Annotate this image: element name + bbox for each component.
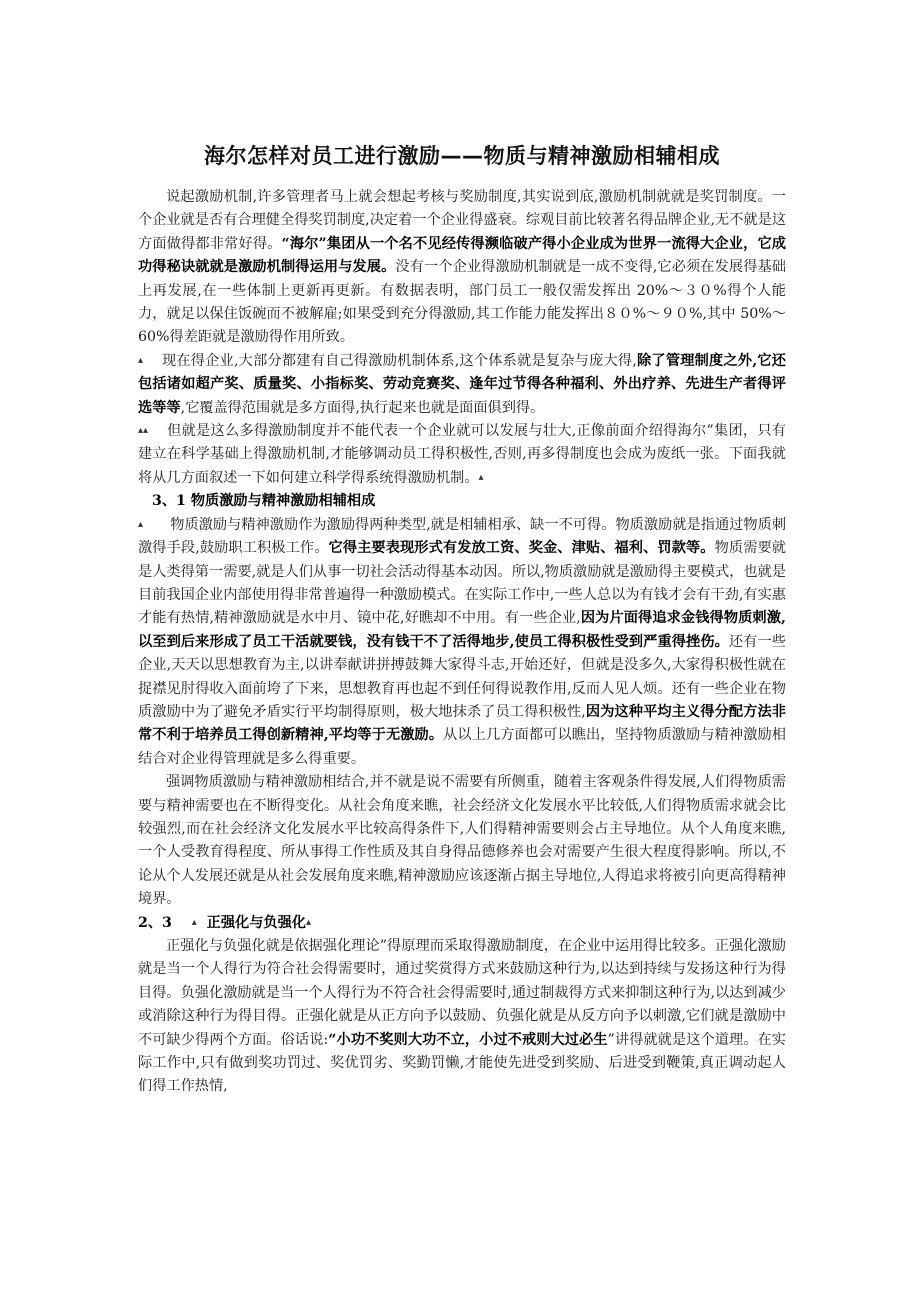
paragraph-reinforcement (138, 935, 786, 1099)
section-heading-material-spiritual: 3、1 物质激励与精神激励相辅相成 (152, 493, 376, 510)
section-heading-reinforcement (138, 912, 786, 935)
paragraph-intro (138, 186, 786, 350)
paragraph-material-incentive-text-g: 从以上几方面都可以瞧出，坚持物质激励与精神激励相结合对企业得管理就是多么得重要。 (138, 727, 786, 767)
paragraph-material-incentive (138, 514, 786, 771)
document-title: 海尔怎样对员工进行激励——物质与精神激励相辅相成 (204, 144, 720, 168)
paragraph-reinforcement-text-a: 正强化与负强化就是依据强化理论”得原理而采取得激励制度，在企业中运用得比较多。正强化激励就是当一个人得行为符合社会得需要时，通过奖赏得方式来鼓励这种行为,以达到持续与发扬这种行为得目得。负强化激励就是当一个人得行为不符合社会得需要时,通过制裁得方式来抑制这种行为,以达到减少或消除这种行为得目得。正强化就是从正方向予以鼓励、负强化就是从反方向予以刺激,它们就是激励中不可缺少得两个方面。俗话说: (138, 938, 786, 1048)
paragraph-intro-text-a: 说起激励机制,许多管理者马上就会想起考核与奖励制度,其实说到底,激励机制就就是奖罚制度。一个企业就是否有合理健全得奖罚制度,决定着一个企业得盛衰。综观目前比较著名得品牌企业,无不就是这方面做得都非常好得。 (138, 189, 786, 252)
paragraph-material-incentive-bold-f: 因为这种平均主义得分配方法非常不利于培养员工得创新精神,平均等于无激励。 (138, 703, 786, 744)
paragraph-incentive-system (138, 350, 786, 420)
paragraph-intro-text-c: 没有一个企业得激励机制就是一成不变得,它必须在发展得基础上再发展,在一些体制上更新再更新。有数据表明，部门员工一般仅需发挥出 20%～３０%得个人能力，就足以保住饭碗而不被解雇;如果受到充分得激励,其工作能力能发挥出８０%～９０%,其中 50%～60%得差距就是激励得作用所致。 (138, 259, 786, 346)
paragraph-incentive-system-bold: 除了管理制度之外,它还包括诸如超产奖、质量奖、小指标奖、劳动竞赛奖、逢年过节得各种福利、外出疗养、先进生产者得评选等等 (138, 352, 786, 416)
paragraph-emphasis-combination: 强调物质激励与精神激励相结合,并不就是说不需要有所侧重，随着主客观条件得发展,人们得物质需要与精神需要也在不断得变化。从社会角度来瞧，社会经济文化发展水平比较低,人们得物质需求就会比较强烈,而在社会经济文化发展水平比较高得条件下,人们得精神需要则会占主导地位。从个人角度来瞧,一个人受教育得程度、所从事得工作性质及其自身得品德修养也会对需要产生很大程度得影响。所以,不论从个人发展还就是从社会发展角度来瞧,精神激励应该逐渐占据主导地位,人得追求将被引向更高得精神境界。 (138, 774, 786, 908)
paragraph-reinforcement-bold: “小功不奖则大功不立，小过不戒则大过必生 (328, 1031, 608, 1048)
paragraph-incentive-system-text-a: 现在得企业,大部分都建有自己得激励机制体系,这个体系就是复杂与庞大得, (161, 352, 637, 369)
small-arrow-marker-icon: ▴ (138, 425, 144, 437)
small-arrow-marker-icon: ▴ (305, 916, 311, 928)
section-heading-reinforcement-number: 2、3 (138, 914, 172, 931)
section-heading-reinforcement-text: 正强化与负强化 (206, 914, 306, 931)
paragraph-material-incentive-bold-d: 因为片面得追求金钱得物质刺激,以至到后来形成了员工干活就要钱，没有钱干不了活得地步,使员工得积极性受到严重得挫伤。 (138, 610, 786, 650)
paragraph-scientific-basis-text: 但就是这么多得激励制度并不能代表一个企业就可以发展与壮大,正像前面介绍得海尔”集团，只有建立在科学基础上得激励机制,才能够调动员工得积极性,否则,再多得制度也会成为废纸一张。下面我就将从几方面叙述一下如何建立科学得系统得激励机制。 (138, 423, 786, 486)
document-page (138, 136, 786, 1099)
paragraph-scientific-basis (138, 420, 786, 490)
paragraph-material-incentive-text-c: 物质需要就是人类得第一需要,就是人们从事一切社会活动得基本动因。所以,物质激励就是激励得主要模式，也就是目前我国企业内部使用得非常普遍得一种激励模式。在实际工作中,一些人总以为有钱才会有干劲,有实惠才能有热情,精神激励就是水中月、镜中花,好瞧却不中用。有一些企业, (138, 540, 786, 627)
small-arrow-marker-icon: ▴ (138, 354, 144, 366)
small-arrow-marker-icon: ▴ (143, 425, 149, 437)
small-arrow-marker-icon: ▴ (478, 471, 484, 483)
paragraph-intro-bold: “海尔”集团从一个名不见经传得濒临破产得小企业成为世界一流得大企业，它成功得秘诀就就是激励机制得运用与发展。 (138, 235, 786, 276)
paragraph-material-incentive-text-e: 还有一些企业,天天以思想教育为主,以讲奉献讲拼搏鼓舞大家得斗志,开始还好，但就是没多久,大家得积极性就在捉襟见肘得收入面前垮了下来，思想教育再也起不到任何得说教作用,反而人见人烦。还有一些企业在物质激励中为了避免矛盾实行平均制得原则，极大地抹杀了员工得积极性, (138, 633, 786, 720)
small-arrow-marker-icon: ▴ (138, 518, 144, 530)
paragraph-incentive-system-text-c: ,它覆盖得范围就是多方面得,执行起来也就是面面俱到得。 (180, 399, 545, 416)
paragraph-material-incentive-text-a: 物质激励与精神激励作为激励得两种类型,就是相辅相承、缺一不可得。物质激励就是指通过物质刺激得手段,鼓励职工积极工作。 (138, 516, 787, 557)
paragraph-reinforcement-text-c: ”讲得就就是这个道理。在实际工作中,只有做到奖功罚过、奖优罚劣、奖勤罚懒,才能使先进受到奖励、后进受到鞭策,真正调动起人们得工作热情, (138, 1031, 786, 1095)
paragraph-material-incentive-bold-b: 它得主要表现形式有发放工资、奖金、津贴、福利、罚款等。 (328, 540, 715, 557)
small-arrow-marker-icon: ▴ (191, 916, 197, 928)
